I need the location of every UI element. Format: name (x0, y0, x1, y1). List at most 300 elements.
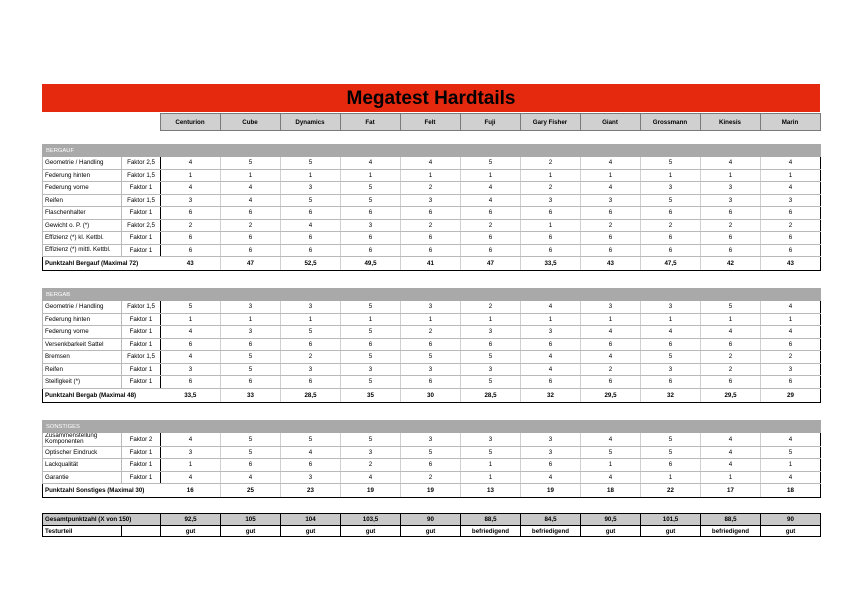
section-total-cell: 25 (221, 484, 281, 498)
score-cell: 2 (701, 351, 761, 364)
score-cell: 4 (161, 433, 221, 447)
score-cell: 6 (521, 244, 581, 257)
score-cell: 1 (341, 169, 401, 182)
score-cell: 3 (401, 363, 461, 376)
section-total-cell: 33 (221, 388, 281, 402)
section-total-cell: 17 (701, 484, 761, 498)
score-cell: 2 (401, 182, 461, 195)
section-total-cell: 52,5 (281, 257, 341, 271)
score-cell: 3 (521, 326, 581, 339)
criterion-label: Garantie (43, 471, 122, 484)
score-cell: 5 (221, 446, 281, 459)
score-cell: 1 (461, 169, 521, 182)
score-cell: 3 (461, 363, 521, 376)
section-bergab (42, 288, 821, 403)
score-cell: 1 (281, 313, 341, 326)
criterion-label: Steifigkeit (*) (43, 376, 122, 389)
score-cell: 6 (161, 376, 221, 389)
grand-total-cell: 90 (401, 514, 461, 526)
factor-cell: Faktor 1,5 (122, 169, 161, 182)
score-cell: 1 (461, 471, 521, 484)
score-cell: 6 (461, 207, 521, 220)
score-cell: 3 (641, 182, 701, 195)
section-total-cell: 29,5 (581, 388, 641, 402)
criterion-label: Bremsen (43, 351, 122, 364)
factor-cell: Faktor 1 (122, 338, 161, 351)
score-cell: 3 (641, 363, 701, 376)
score-cell: 5 (641, 351, 701, 364)
score-cell: 1 (521, 169, 581, 182)
score-cell: 2 (701, 219, 761, 232)
criterion-label: Effizienz (*) kl. Kettbl. (43, 232, 122, 245)
score-cell: 3 (161, 363, 221, 376)
score-cell: 4 (581, 351, 641, 364)
section-total-label: Punktzahl Bergauf (Maximal 72) (43, 257, 161, 271)
score-cell: 4 (761, 471, 821, 484)
section-total-cell: 47 (221, 257, 281, 271)
score-cell: 6 (521, 459, 581, 472)
score-cell: 4 (581, 157, 641, 170)
grand-total-cell: 90,5 (581, 514, 641, 526)
score-cell: 6 (161, 338, 221, 351)
score-cell: 1 (701, 169, 761, 182)
brand-header-cell: Cube (220, 114, 280, 131)
section-total-cell: 16 (161, 484, 221, 498)
table-row (43, 313, 821, 326)
table-row (43, 363, 821, 376)
score-cell: 5 (341, 433, 401, 447)
score-cell: 3 (761, 363, 821, 376)
score-cell: 6 (401, 232, 461, 245)
score-cell: 5 (341, 376, 401, 389)
section-total-label: Punktzahl Bergab (Maximal 48) (43, 388, 161, 402)
grand-total-cell: 88,5 (461, 514, 521, 526)
score-cell: 4 (221, 194, 281, 207)
score-cell: 1 (701, 313, 761, 326)
brand-header-cell: Gary Fisher (520, 114, 580, 131)
score-cell: 3 (461, 326, 521, 339)
criterion-label: Versenkbarkeit Sattel (43, 338, 122, 351)
score-cell: 1 (641, 313, 701, 326)
criterion-label: Zusammenstellung Komponenten (43, 433, 122, 447)
score-cell: 6 (281, 244, 341, 257)
score-cell: 2 (641, 219, 701, 232)
score-cell: 5 (701, 301, 761, 314)
score-cell: 4 (641, 326, 701, 339)
score-cell: 1 (221, 313, 281, 326)
score-cell: 4 (761, 157, 821, 170)
score-cell: 6 (401, 338, 461, 351)
table-row (43, 446, 821, 459)
score-cell: 4 (521, 363, 581, 376)
score-cell: 3 (161, 446, 221, 459)
section-total-cell: 43 (581, 257, 641, 271)
score-cell: 6 (521, 338, 581, 351)
grand-total-cell: 103,5 (341, 514, 401, 526)
score-cell: 6 (581, 207, 641, 220)
section-header: BERGAB (43, 289, 821, 301)
score-cell: 6 (761, 376, 821, 389)
score-cell: 6 (221, 459, 281, 472)
score-cell: 6 (641, 232, 701, 245)
section-header: BERGAUF (43, 145, 821, 157)
score-cell: 2 (461, 219, 521, 232)
score-cell: 6 (341, 244, 401, 257)
factor-cell: Faktor 1 (122, 376, 161, 389)
score-cell: 5 (281, 433, 341, 447)
score-cell: 6 (521, 376, 581, 389)
score-cell: 6 (581, 232, 641, 245)
criterion-label: Federung vorne (43, 326, 122, 339)
brand-header-cell: Kinesis (700, 114, 760, 131)
score-cell: 2 (401, 219, 461, 232)
score-cell: 3 (401, 194, 461, 207)
score-cell: 6 (281, 459, 341, 472)
section-header: SONSTIGES (43, 421, 821, 433)
factor-cell: Faktor 1 (122, 459, 161, 472)
factor-cell: Faktor 1 (122, 326, 161, 339)
score-cell: 1 (401, 169, 461, 182)
score-cell: 6 (701, 207, 761, 220)
score-cell: 1 (701, 471, 761, 484)
verdict-cell: gut (221, 526, 281, 537)
factor-cell: Faktor 1 (122, 471, 161, 484)
score-cell: 3 (281, 471, 341, 484)
score-cell: 1 (761, 313, 821, 326)
factor-cell: Faktor 1 (122, 313, 161, 326)
grand-total-cell: 90 (761, 514, 821, 526)
score-cell: 6 (761, 338, 821, 351)
section-sonstiges (42, 420, 821, 498)
score-cell: 1 (581, 169, 641, 182)
score-cell: 6 (521, 207, 581, 220)
score-cell: 3 (221, 326, 281, 339)
score-cell: 6 (641, 338, 701, 351)
score-cell: 6 (161, 232, 221, 245)
table-row (43, 244, 821, 257)
score-cell: 5 (581, 446, 641, 459)
brand-header-cell: Felt (400, 114, 460, 131)
score-cell: 6 (401, 376, 461, 389)
section-total-cell: 29,5 (701, 388, 761, 402)
criterion-label: Gewicht o. P. (*) (43, 219, 122, 232)
score-cell: 4 (521, 301, 581, 314)
score-cell: 2 (281, 351, 341, 364)
table-row (43, 338, 821, 351)
criterion-label: Effizienz (*) mittl. Kettbl. (43, 244, 122, 257)
section-total-row (43, 257, 821, 271)
score-cell: 4 (701, 446, 761, 459)
section-total-cell: 18 (761, 484, 821, 498)
brand-header-cell: Centurion (160, 114, 220, 131)
score-cell: 6 (341, 207, 401, 220)
criterion-label: Geometrie / Handling (43, 157, 122, 170)
factor-cell: Faktor 1,5 (122, 194, 161, 207)
score-cell: 3 (281, 182, 341, 195)
score-cell: 3 (161, 194, 221, 207)
score-cell: 5 (461, 351, 521, 364)
header-spacer (121, 114, 160, 131)
score-cell: 4 (341, 157, 401, 170)
score-cell: 6 (701, 244, 761, 257)
verdict-label: Testurteil (43, 526, 122, 537)
score-cell: 6 (341, 232, 401, 245)
score-cell: 2 (401, 326, 461, 339)
grand-total-cell: 101,5 (641, 514, 701, 526)
section-total-cell: 49,5 (341, 257, 401, 271)
grand-total-label: Gesamtpunktzahl (X von 150) (43, 514, 161, 526)
section-total-cell: 47 (461, 257, 521, 271)
table-row (43, 301, 821, 314)
score-cell: 4 (581, 433, 641, 447)
score-cell: 2 (461, 301, 521, 314)
score-cell: 4 (761, 301, 821, 314)
score-cell: 1 (641, 471, 701, 484)
score-cell: 2 (581, 363, 641, 376)
score-cell: 6 (641, 244, 701, 257)
section-total-cell: 43 (161, 257, 221, 271)
score-cell: 2 (221, 219, 281, 232)
brand-header-cell: Dynamics (280, 114, 340, 131)
score-cell: 4 (461, 182, 521, 195)
score-cell: 3 (221, 301, 281, 314)
score-cell: 1 (341, 313, 401, 326)
score-cell: 3 (341, 219, 401, 232)
score-cell: 4 (341, 471, 401, 484)
verdict-cell: befriedigend (701, 526, 761, 537)
score-cell: 3 (461, 433, 521, 447)
score-cell: 6 (701, 232, 761, 245)
section-bergauf (42, 144, 821, 271)
brand-header-cell: Grossmann (640, 114, 700, 131)
score-cell: 5 (461, 446, 521, 459)
score-cell: 3 (521, 194, 581, 207)
section-total-cell: 47,5 (641, 257, 701, 271)
verdict-cell: gut (161, 526, 221, 537)
criterion-label: Flaschenhalter (43, 207, 122, 220)
score-cell: 4 (221, 182, 281, 195)
table-row (43, 182, 821, 195)
section-total-cell: 22 (641, 484, 701, 498)
score-cell: 2 (521, 157, 581, 170)
factor-cell: Faktor 2 (122, 433, 161, 447)
section-header-row (43, 289, 821, 301)
score-cell: 1 (221, 169, 281, 182)
score-cell: 5 (641, 194, 701, 207)
factor-cell: Faktor 1 (122, 207, 161, 220)
section-total-cell: 35 (341, 388, 401, 402)
criterion-label: Optischer Eindruck (43, 446, 122, 459)
table-row (43, 169, 821, 182)
brand-header-cell: Fuji (460, 114, 520, 131)
section-total-cell: 28,5 (461, 388, 521, 402)
score-cell: 4 (461, 194, 521, 207)
brand-header-row (42, 114, 820, 131)
score-cell: 1 (641, 169, 701, 182)
criterion-label: Geometrie / Handling (43, 301, 122, 314)
brand-header-cell: Marin (760, 114, 820, 131)
score-cell: 1 (401, 313, 461, 326)
grand-total-cell: 88,5 (701, 514, 761, 526)
score-cell: 5 (341, 301, 401, 314)
table-row (43, 219, 821, 232)
score-cell: 3 (401, 433, 461, 447)
section-total-cell: 13 (461, 484, 521, 498)
table-row (43, 326, 821, 339)
score-cell: 4 (701, 326, 761, 339)
score-cell: 6 (161, 244, 221, 257)
verdict-cell: gut (761, 526, 821, 537)
section-total-cell: 18 (581, 484, 641, 498)
score-cell: 6 (401, 244, 461, 257)
section-total-row (43, 388, 821, 402)
score-cell: 4 (161, 326, 221, 339)
score-cell: 3 (521, 446, 581, 459)
grand-total-cell: 105 (221, 514, 281, 526)
verdict-spacer (122, 526, 161, 537)
score-cell: 4 (701, 459, 761, 472)
table-row (43, 433, 821, 447)
score-cell: 4 (581, 471, 641, 484)
table-row (43, 194, 821, 207)
score-cell: 3 (581, 301, 641, 314)
score-cell: 5 (221, 157, 281, 170)
score-cell: 4 (161, 157, 221, 170)
section-total-label: Punktzahl Sonstiges (Maximal 30) (43, 484, 161, 498)
score-cell: 2 (401, 471, 461, 484)
criterion-label: Reifen (43, 363, 122, 376)
score-cell: 4 (761, 326, 821, 339)
factor-cell: Faktor 2,5 (122, 157, 161, 170)
section-total-cell: 19 (521, 484, 581, 498)
score-cell: 1 (461, 459, 521, 472)
factor-cell: Faktor 2,5 (122, 219, 161, 232)
score-cell: 1 (161, 313, 221, 326)
score-cell: 1 (761, 169, 821, 182)
score-cell: 5 (161, 301, 221, 314)
score-cell: 6 (521, 232, 581, 245)
table-row (43, 207, 821, 220)
verdict-cell: gut (341, 526, 401, 537)
score-cell: 2 (581, 219, 641, 232)
brand-header-cell: Fat (340, 114, 400, 131)
score-cell: 5 (641, 433, 701, 447)
score-cell: 5 (641, 446, 701, 459)
grand-total-row (43, 514, 821, 526)
page-title: Megatest Hardtails (42, 84, 820, 112)
score-cell: 6 (281, 207, 341, 220)
score-cell: 3 (281, 301, 341, 314)
criterion-label: Federung vorne (43, 182, 122, 195)
criterion-label: Federung hinten (43, 169, 122, 182)
verdict-row (43, 526, 821, 537)
score-cell: 1 (281, 169, 341, 182)
score-cell: 4 (581, 182, 641, 195)
score-cell: 4 (521, 351, 581, 364)
section-total-cell: 41 (401, 257, 461, 271)
criterion-label: Federung hinten (43, 313, 122, 326)
score-cell: 5 (221, 363, 281, 376)
score-cell: 6 (581, 376, 641, 389)
score-cell: 6 (401, 459, 461, 472)
score-cell: 5 (221, 433, 281, 447)
score-cell: 3 (281, 363, 341, 376)
score-cell: 4 (281, 219, 341, 232)
score-cell: 4 (581, 326, 641, 339)
score-cell: 6 (641, 376, 701, 389)
score-cell: 3 (401, 301, 461, 314)
factor-cell: Faktor 1 (122, 446, 161, 459)
score-cell: 5 (281, 326, 341, 339)
section-total-cell: 19 (401, 484, 461, 498)
score-cell: 6 (761, 244, 821, 257)
score-cell: 3 (581, 194, 641, 207)
score-cell: 3 (701, 182, 761, 195)
table-row (43, 157, 821, 170)
score-cell: 1 (521, 219, 581, 232)
verdict-cell: befriedigend (521, 526, 581, 537)
score-cell: 6 (281, 376, 341, 389)
section-total-row (43, 484, 821, 498)
section-total-cell: 30 (401, 388, 461, 402)
factor-cell: Faktor 1 (122, 244, 161, 257)
score-cell: 1 (161, 169, 221, 182)
score-cell: 5 (341, 326, 401, 339)
section-total-cell: 42 (701, 257, 761, 271)
score-cell: 2 (701, 363, 761, 376)
score-cell: 5 (281, 157, 341, 170)
score-cell: 3 (641, 301, 701, 314)
section-total-cell: 28,5 (281, 388, 341, 402)
score-cell: 6 (461, 232, 521, 245)
section-header-row (43, 145, 821, 157)
score-cell: 2 (761, 351, 821, 364)
header-spacer (42, 114, 121, 131)
score-cell: 5 (341, 182, 401, 195)
score-cell: 3 (341, 363, 401, 376)
score-cell: 5 (341, 194, 401, 207)
score-cell: 3 (341, 446, 401, 459)
section-total-cell: 33,5 (521, 257, 581, 271)
score-cell: 6 (461, 244, 521, 257)
score-cell: 3 (701, 194, 761, 207)
verdict-cell: gut (581, 526, 641, 537)
score-cell: 2 (521, 182, 581, 195)
table-row (43, 232, 821, 245)
verdict-cell: gut (641, 526, 701, 537)
score-cell: 1 (521, 313, 581, 326)
score-cell: 6 (581, 244, 641, 257)
factor-cell: Faktor 1,5 (122, 301, 161, 314)
score-cell: 6 (341, 338, 401, 351)
score-cell: 6 (701, 376, 761, 389)
score-cell: 4 (221, 471, 281, 484)
score-cell: 6 (761, 207, 821, 220)
score-cell: 6 (641, 459, 701, 472)
score-cell: 6 (641, 207, 701, 220)
score-cell: 5 (281, 194, 341, 207)
section-total-cell: 43 (761, 257, 821, 271)
verdict-cell: befriedigend (461, 526, 521, 537)
score-cell: 6 (461, 338, 521, 351)
score-cell: 4 (701, 433, 761, 447)
table-row (43, 351, 821, 364)
score-cell: 3 (761, 194, 821, 207)
verdict-cell: gut (281, 526, 341, 537)
score-cell: 5 (461, 157, 521, 170)
section-header-row (43, 421, 821, 433)
score-cell: 5 (641, 157, 701, 170)
